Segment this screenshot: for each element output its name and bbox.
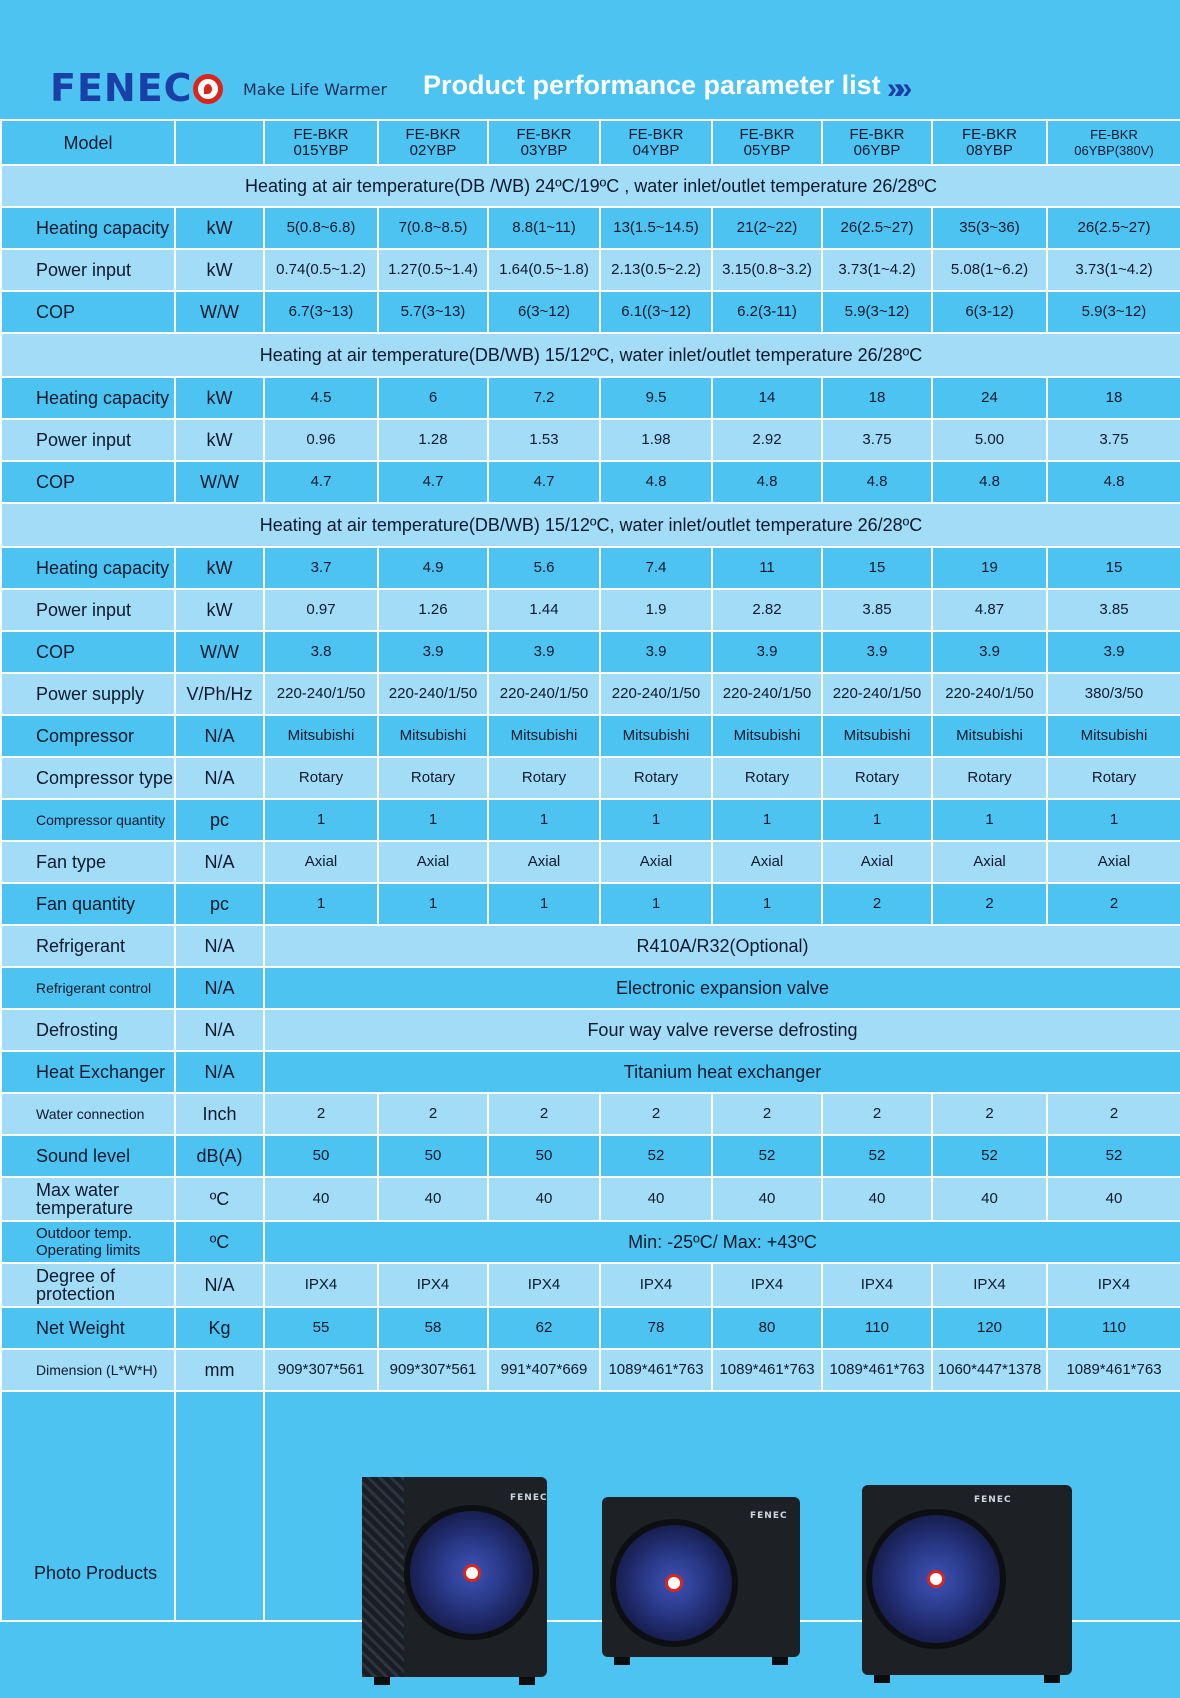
section-header-row bbox=[1, 333, 1180, 377]
unit-foot bbox=[772, 1657, 788, 1665]
brand-logo: FENEC bbox=[50, 68, 223, 108]
value-cell: 58 bbox=[378, 1307, 488, 1349]
value-cell: 5.7(3~13) bbox=[378, 291, 488, 333]
value-cell: 220-240/1/50 bbox=[378, 673, 488, 715]
value-cell: IPX4 bbox=[264, 1263, 378, 1307]
row-unit: pc bbox=[175, 883, 264, 925]
value-cell: 2 bbox=[264, 1093, 378, 1135]
row-unit: N/A bbox=[175, 715, 264, 757]
value-cell: 120 bbox=[932, 1307, 1047, 1349]
value-cell: Rotary bbox=[932, 757, 1047, 799]
logo-flame-icon bbox=[193, 74, 223, 104]
fan-hub-icon bbox=[463, 1564, 481, 1582]
row-unit: N/A bbox=[175, 1051, 264, 1093]
model-label: Model bbox=[1, 120, 175, 165]
spec-row bbox=[1, 1263, 1180, 1307]
value-cell: 40 bbox=[822, 1177, 932, 1221]
row-label: Water connection bbox=[1, 1093, 175, 1135]
row-unit: N/A bbox=[175, 1009, 264, 1051]
section-header-row bbox=[1, 165, 1180, 207]
row-unit: V/Ph/Hz bbox=[175, 673, 264, 715]
value-cell: 50 bbox=[378, 1135, 488, 1177]
spec-row bbox=[1, 1135, 1180, 1177]
value-cell: 80 bbox=[712, 1307, 822, 1349]
value-cell: 4.9 bbox=[378, 547, 488, 589]
product-photo-small bbox=[362, 1477, 547, 1677]
photo-products-label: Photo Products bbox=[34, 1563, 158, 1583]
row-label: COP bbox=[1, 631, 175, 673]
model-row bbox=[1, 120, 1180, 165]
spec-row bbox=[1, 1177, 1180, 1221]
value-cell: 40 bbox=[488, 1177, 600, 1221]
value-cell: 3.9 bbox=[822, 631, 932, 673]
value-cell: 6(3-12) bbox=[932, 291, 1047, 333]
value-cell: Axial bbox=[378, 841, 488, 883]
row-label: Outdoor temp. Operating limits bbox=[1, 1221, 175, 1263]
value-cell: 1.9 bbox=[600, 589, 712, 631]
value-cell: 1089*461*763 bbox=[1047, 1349, 1180, 1391]
value-cell: 8.8(1~11) bbox=[488, 207, 600, 249]
value-cell: 3.85 bbox=[822, 589, 932, 631]
row-label: Heating capacity bbox=[1, 377, 175, 419]
row-unit: ºC bbox=[175, 1221, 264, 1263]
value-cell: 40 bbox=[712, 1177, 822, 1221]
row-label: Fan type bbox=[1, 841, 175, 883]
section-title: Heating at air temperature(DB/WB) 15/12ºC, water inlet/outlet temperature 26/28ºC bbox=[1, 503, 1180, 547]
row-unit: kW bbox=[175, 207, 264, 249]
value-cell: 78 bbox=[600, 1307, 712, 1349]
value-cell: 40 bbox=[1047, 1177, 1180, 1221]
value-cell: 1 bbox=[264, 883, 378, 925]
value-cell: 3.85 bbox=[1047, 589, 1180, 631]
value-cell: 7(0.8~8.5) bbox=[378, 207, 488, 249]
model-col: FE-BKR 06YBP bbox=[822, 120, 932, 165]
spec-row bbox=[1, 589, 1180, 631]
value-cell: IPX4 bbox=[1047, 1263, 1180, 1307]
value-cell: 15 bbox=[1047, 547, 1180, 589]
fan-hub-icon bbox=[927, 1570, 945, 1588]
value-cell: 220-240/1/50 bbox=[600, 673, 712, 715]
value-cell: Rotary bbox=[264, 757, 378, 799]
value-cell: 1 bbox=[488, 883, 600, 925]
spec-row bbox=[1, 1349, 1180, 1391]
value-cell: 52 bbox=[822, 1135, 932, 1177]
value-cell: 2 bbox=[932, 883, 1047, 925]
value-cell: IPX4 bbox=[600, 1263, 712, 1307]
row-label: Compressor type bbox=[1, 757, 175, 799]
spec-row bbox=[1, 925, 1180, 967]
value-cell: 4.5 bbox=[264, 377, 378, 419]
value-cell: 909*307*561 bbox=[264, 1349, 378, 1391]
value-cell: 2 bbox=[1047, 1093, 1180, 1135]
row-label: COP bbox=[1, 461, 175, 503]
row-label: Max water temperature bbox=[1, 1177, 175, 1221]
value-cell: 3.75 bbox=[1047, 419, 1180, 461]
model-unit-cell bbox=[175, 120, 264, 165]
photo-label-cell bbox=[1, 1391, 175, 1621]
value-cell: 50 bbox=[264, 1135, 378, 1177]
row-label: Power supply bbox=[1, 673, 175, 715]
spec-row bbox=[1, 967, 1180, 1009]
value-cell: 4.87 bbox=[932, 589, 1047, 631]
value-cell: 0.74(0.5~1.2) bbox=[264, 249, 378, 291]
value-cell: Axial bbox=[488, 841, 600, 883]
section-header-row bbox=[1, 503, 1180, 547]
spec-row bbox=[1, 291, 1180, 333]
value-cell: 35(3~36) bbox=[932, 207, 1047, 249]
value-cell: 5.9(3~12) bbox=[1047, 291, 1180, 333]
value-cell: 5.08(1~6.2) bbox=[932, 249, 1047, 291]
row-unit: W/W bbox=[175, 461, 264, 503]
unit-foot bbox=[874, 1675, 890, 1683]
value-cell: 3.73(1~4.2) bbox=[1047, 249, 1180, 291]
merged-value-cell: R410A/R32(Optional) bbox=[264, 925, 1180, 967]
value-cell: 1089*461*763 bbox=[822, 1349, 932, 1391]
value-cell: 220-240/1/50 bbox=[488, 673, 600, 715]
value-cell: Rotary bbox=[600, 757, 712, 799]
value-cell: 4.8 bbox=[822, 461, 932, 503]
spec-row bbox=[1, 207, 1180, 249]
value-cell: 1060*447*1378 bbox=[932, 1349, 1047, 1391]
value-cell: 6.1((3~12) bbox=[600, 291, 712, 333]
model-col: FE-BKR 015YBP bbox=[264, 120, 378, 165]
value-cell: 1 bbox=[488, 799, 600, 841]
value-cell: 110 bbox=[1047, 1307, 1180, 1349]
row-unit: dB(A) bbox=[175, 1135, 264, 1177]
photo-unit-cell bbox=[175, 1391, 264, 1621]
row-unit: ºC bbox=[175, 1177, 264, 1221]
row-unit: kW bbox=[175, 377, 264, 419]
value-cell: 1.26 bbox=[378, 589, 488, 631]
value-cell: 1 bbox=[378, 883, 488, 925]
spec-row bbox=[1, 461, 1180, 503]
value-cell: 1 bbox=[932, 799, 1047, 841]
row-label: Dimension (L*W*H) bbox=[1, 1349, 175, 1391]
value-cell: 24 bbox=[932, 377, 1047, 419]
row-unit: N/A bbox=[175, 841, 264, 883]
value-cell: 1 bbox=[712, 883, 822, 925]
value-cell: Rotary bbox=[378, 757, 488, 799]
row-label: Power input bbox=[1, 589, 175, 631]
value-cell: 4.8 bbox=[932, 461, 1047, 503]
value-cell: 1 bbox=[712, 799, 822, 841]
value-cell: 11 bbox=[712, 547, 822, 589]
row-unit: Inch bbox=[175, 1093, 264, 1135]
value-cell: Mitsubishi bbox=[600, 715, 712, 757]
value-cell: 0.97 bbox=[264, 589, 378, 631]
row-label: Defrosting bbox=[1, 1009, 175, 1051]
spec-row bbox=[1, 249, 1180, 291]
merged-value-cell: Electronic expansion valve bbox=[264, 967, 1180, 1009]
value-cell: 3.9 bbox=[1047, 631, 1180, 673]
value-cell: 52 bbox=[712, 1135, 822, 1177]
value-cell: 2 bbox=[378, 1093, 488, 1135]
value-cell: 40 bbox=[932, 1177, 1047, 1221]
value-cell: 3.8 bbox=[264, 631, 378, 673]
value-cell: Mitsubishi bbox=[264, 715, 378, 757]
row-unit: N/A bbox=[175, 967, 264, 1009]
value-cell: 50 bbox=[488, 1135, 600, 1177]
value-cell: 3.9 bbox=[488, 631, 600, 673]
value-cell: Mitsubishi bbox=[488, 715, 600, 757]
row-unit: N/A bbox=[175, 925, 264, 967]
value-cell: 6.2(3-11) bbox=[712, 291, 822, 333]
value-cell: 1 bbox=[1047, 799, 1180, 841]
spec-row bbox=[1, 1307, 1180, 1349]
row-unit: kW bbox=[175, 419, 264, 461]
row-label: Sound level bbox=[1, 1135, 175, 1177]
spec-row bbox=[1, 1051, 1180, 1093]
side-grille bbox=[362, 1477, 404, 1677]
value-cell: 3.9 bbox=[712, 631, 822, 673]
spec-row bbox=[1, 377, 1180, 419]
value-cell: 2 bbox=[932, 1093, 1047, 1135]
value-cell: 18 bbox=[822, 377, 932, 419]
value-cell: 1.64(0.5~1.8) bbox=[488, 249, 600, 291]
row-label: Refrigerant control bbox=[1, 967, 175, 1009]
value-cell: 380/3/50 bbox=[1047, 673, 1180, 715]
value-cell: 2 bbox=[822, 883, 932, 925]
value-cell: 5.9(3~12) bbox=[822, 291, 932, 333]
value-cell: 220-240/1/50 bbox=[712, 673, 822, 715]
value-cell: 1.28 bbox=[378, 419, 488, 461]
value-cell: Axial bbox=[600, 841, 712, 883]
value-cell: IPX4 bbox=[488, 1263, 600, 1307]
model-col: FE-BKR 06YBP(380V) bbox=[1047, 120, 1180, 165]
value-cell: IPX4 bbox=[712, 1263, 822, 1307]
page-title: Product performance parameter list bbox=[423, 70, 881, 100]
row-unit: N/A bbox=[175, 757, 264, 799]
value-cell: Rotary bbox=[1047, 757, 1180, 799]
unit-foot bbox=[614, 1657, 630, 1665]
fan-hub-icon bbox=[665, 1574, 683, 1592]
unit-foot bbox=[1044, 1675, 1060, 1683]
row-label: Refrigerant bbox=[1, 925, 175, 967]
value-cell: 1.98 bbox=[600, 419, 712, 461]
model-col: FE-BKR 04YBP bbox=[600, 120, 712, 165]
value-cell: 5(0.8~6.8) bbox=[264, 207, 378, 249]
row-unit: kW bbox=[175, 249, 264, 291]
unit-brand: FENEC bbox=[750, 1511, 788, 1521]
value-cell: 55 bbox=[264, 1307, 378, 1349]
value-cell: 4.7 bbox=[378, 461, 488, 503]
value-cell: 2.92 bbox=[712, 419, 822, 461]
value-cell: 7.4 bbox=[600, 547, 712, 589]
value-cell: 220-240/1/50 bbox=[932, 673, 1047, 715]
value-cell: 3.9 bbox=[932, 631, 1047, 673]
row-label: Net Weight bbox=[1, 1307, 175, 1349]
value-cell: 3.9 bbox=[378, 631, 488, 673]
value-cell: Mitsubishi bbox=[712, 715, 822, 757]
header bbox=[0, 0, 1180, 118]
merged-value-cell: Min: -25ºC/ Max: +43ºC bbox=[264, 1221, 1180, 1263]
row-label: Heating capacity bbox=[1, 207, 175, 249]
section-title: Heating at air temperature(DB /WB) 24ºC/19ºC , water inlet/outlet temperature 26/28ºC bbox=[1, 165, 1180, 207]
value-cell: Axial bbox=[1047, 841, 1180, 883]
spec-table bbox=[0, 119, 1180, 1622]
spec-row bbox=[1, 799, 1180, 841]
value-cell: 6.7(3~13) bbox=[264, 291, 378, 333]
value-cell: 40 bbox=[264, 1177, 378, 1221]
spec-row bbox=[1, 883, 1180, 925]
value-cell: 3.15(0.8~3.2) bbox=[712, 249, 822, 291]
value-cell: 4.7 bbox=[488, 461, 600, 503]
spec-row bbox=[1, 631, 1180, 673]
value-cell: 2.13(0.5~2.2) bbox=[600, 249, 712, 291]
value-cell: 6 bbox=[378, 377, 488, 419]
spec-row bbox=[1, 757, 1180, 799]
value-cell: 52 bbox=[1047, 1135, 1180, 1177]
value-cell: 1 bbox=[264, 799, 378, 841]
value-cell: 1.44 bbox=[488, 589, 600, 631]
value-cell: 2 bbox=[1047, 883, 1180, 925]
value-cell: Axial bbox=[932, 841, 1047, 883]
value-cell: 4.7 bbox=[264, 461, 378, 503]
model-col: FE-BKR 08YBP bbox=[932, 120, 1047, 165]
value-cell: 1.53 bbox=[488, 419, 600, 461]
spec-row bbox=[1, 841, 1180, 883]
value-cell: 1 bbox=[600, 799, 712, 841]
value-cell: 52 bbox=[932, 1135, 1047, 1177]
spec-row bbox=[1, 673, 1180, 715]
value-cell: 3.73(1~4.2) bbox=[822, 249, 932, 291]
value-cell: IPX4 bbox=[932, 1263, 1047, 1307]
unit-brand: FENEC bbox=[974, 1495, 1012, 1505]
value-cell: 9.5 bbox=[600, 377, 712, 419]
value-cell: 110 bbox=[822, 1307, 932, 1349]
product-photo-large bbox=[862, 1485, 1072, 1675]
value-cell: 15 bbox=[822, 547, 932, 589]
value-cell: 220-240/1/50 bbox=[822, 673, 932, 715]
row-label: Heating capacity bbox=[1, 547, 175, 589]
model-col: FE-BKR 05YBP bbox=[712, 120, 822, 165]
value-cell: 40 bbox=[378, 1177, 488, 1221]
spec-row bbox=[1, 1093, 1180, 1135]
value-cell: Rotary bbox=[712, 757, 822, 799]
value-cell: 2 bbox=[488, 1093, 600, 1135]
row-label: Compressor bbox=[1, 715, 175, 757]
value-cell: 3.7 bbox=[264, 547, 378, 589]
row-unit: W/W bbox=[175, 631, 264, 673]
row-label: Compressor quantity bbox=[1, 799, 175, 841]
unit-brand: FENEC bbox=[510, 1493, 548, 1503]
row-label: Heat Exchanger bbox=[1, 1051, 175, 1093]
value-cell: 1 bbox=[378, 799, 488, 841]
row-unit: Kg bbox=[175, 1307, 264, 1349]
row-unit: kW bbox=[175, 589, 264, 631]
spec-row bbox=[1, 1009, 1180, 1051]
row-unit: mm bbox=[175, 1349, 264, 1391]
value-cell: 220-240/1/50 bbox=[264, 673, 378, 715]
row-label: Power input bbox=[1, 249, 175, 291]
value-cell: 909*307*561 bbox=[378, 1349, 488, 1391]
value-cell: 21(2~22) bbox=[712, 207, 822, 249]
value-cell: Rotary bbox=[488, 757, 600, 799]
spec-row bbox=[1, 1221, 1180, 1263]
merged-value-cell: Titanium heat exchanger bbox=[264, 1051, 1180, 1093]
value-cell: 3.9 bbox=[600, 631, 712, 673]
value-cell: 1 bbox=[600, 883, 712, 925]
row-label: Power input bbox=[1, 419, 175, 461]
value-cell: 1 bbox=[822, 799, 932, 841]
value-cell: 5.6 bbox=[488, 547, 600, 589]
row-unit: pc bbox=[175, 799, 264, 841]
value-cell: 2 bbox=[600, 1093, 712, 1135]
value-cell: IPX4 bbox=[822, 1263, 932, 1307]
row-label: Degree of protection bbox=[1, 1263, 175, 1307]
value-cell: IPX4 bbox=[378, 1263, 488, 1307]
section-title: Heating at air temperature(DB/WB) 15/12ºC, water inlet/outlet temperature 26/28ºC bbox=[1, 333, 1180, 377]
value-cell: 7.2 bbox=[488, 377, 600, 419]
value-cell: 4.8 bbox=[712, 461, 822, 503]
value-cell: 26(2.5~27) bbox=[1047, 207, 1180, 249]
unit-foot bbox=[519, 1677, 535, 1685]
value-cell: 6(3~12) bbox=[488, 291, 600, 333]
value-cell: Mitsubishi bbox=[932, 715, 1047, 757]
spec-row bbox=[1, 715, 1180, 757]
value-cell: 1089*461*763 bbox=[600, 1349, 712, 1391]
value-cell: 5.00 bbox=[932, 419, 1047, 461]
value-cell: 13(1.5~14.5) bbox=[600, 207, 712, 249]
value-cell: Mitsubishi bbox=[378, 715, 488, 757]
value-cell: 2.82 bbox=[712, 589, 822, 631]
value-cell: 18 bbox=[1047, 377, 1180, 419]
row-unit: kW bbox=[175, 547, 264, 589]
product-photo-medium bbox=[602, 1497, 800, 1657]
row-label: COP bbox=[1, 291, 175, 333]
model-col: FE-BKR 03YBP bbox=[488, 120, 600, 165]
value-cell: Rotary bbox=[822, 757, 932, 799]
row-unit: W/W bbox=[175, 291, 264, 333]
value-cell: 1089*461*763 bbox=[712, 1349, 822, 1391]
row-unit: N/A bbox=[175, 1263, 264, 1307]
slogan: Make Life Warmer bbox=[243, 80, 388, 99]
value-cell: 2 bbox=[712, 1093, 822, 1135]
value-cell: 52 bbox=[600, 1135, 712, 1177]
merged-value-cell: Four way valve reverse defrosting bbox=[264, 1009, 1180, 1051]
unit-foot bbox=[374, 1677, 390, 1685]
value-cell: Mitsubishi bbox=[822, 715, 932, 757]
model-col: FE-BKR 02YBP bbox=[378, 120, 488, 165]
value-cell: Axial bbox=[264, 841, 378, 883]
value-cell: Axial bbox=[822, 841, 932, 883]
value-cell: Mitsubishi bbox=[1047, 715, 1180, 757]
spec-row bbox=[1, 547, 1180, 589]
value-cell: 4.8 bbox=[1047, 461, 1180, 503]
value-cell: 26(2.5~27) bbox=[822, 207, 932, 249]
value-cell: Axial bbox=[712, 841, 822, 883]
value-cell: 3.75 bbox=[822, 419, 932, 461]
value-cell: 4.8 bbox=[600, 461, 712, 503]
value-cell: 62 bbox=[488, 1307, 600, 1349]
double-chevron-icon: »» bbox=[887, 72, 905, 105]
value-cell: 0.96 bbox=[264, 419, 378, 461]
value-cell: 14 bbox=[712, 377, 822, 419]
spec-row bbox=[1, 419, 1180, 461]
value-cell: 991*407*669 bbox=[488, 1349, 600, 1391]
value-cell: 2 bbox=[822, 1093, 932, 1135]
value-cell: 19 bbox=[932, 547, 1047, 589]
value-cell: 1.27(0.5~1.4) bbox=[378, 249, 488, 291]
row-label: Fan quantity bbox=[1, 883, 175, 925]
value-cell: 40 bbox=[600, 1177, 712, 1221]
